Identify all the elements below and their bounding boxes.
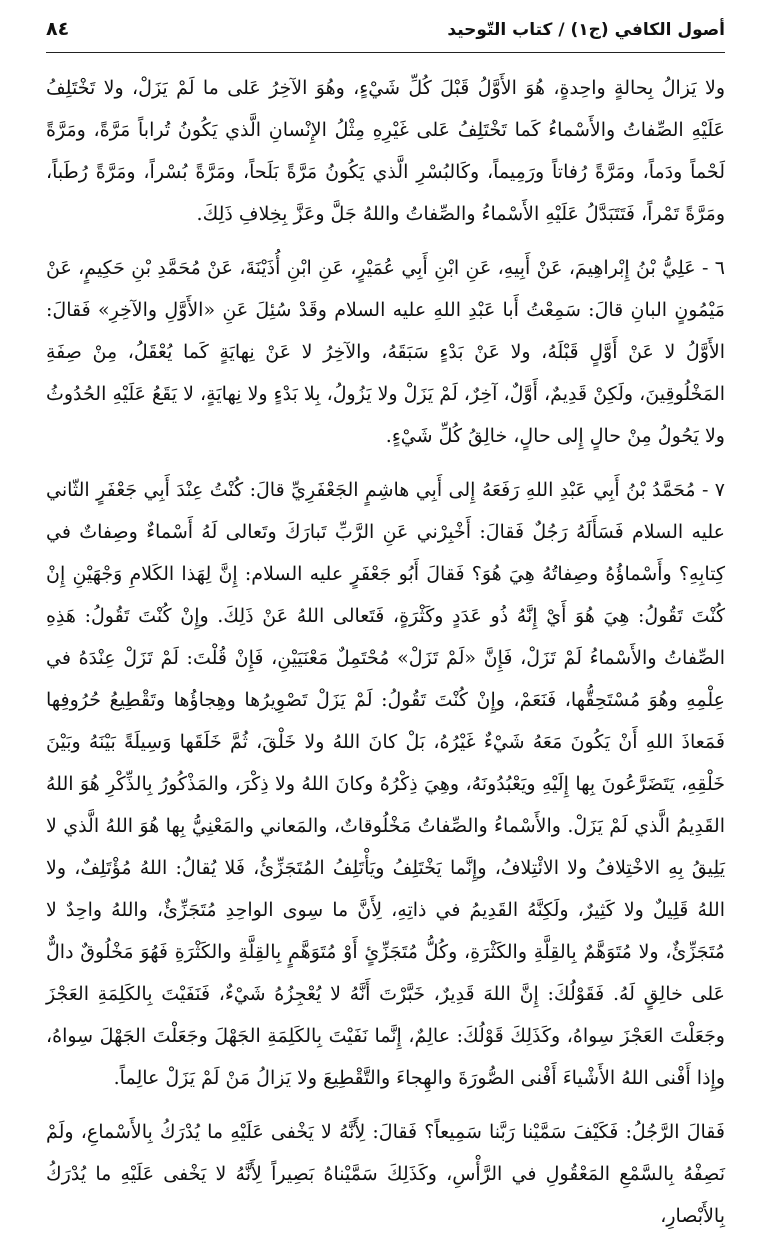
running-title: أصول الكافي (ج١) / كتاب التّوحيد [447,20,725,40]
hadith-7: ٧ - مُحَمَّدُ بْنُ أَبِي عَبْدِ اللهِ رَفَعَهُ إِلى أَبِي هاشِمٍ الجَعْفَرِيِّ قالَ: كُنْتُ عِنْدَ أَبِي جَعْفَرٍ الثّاني عليه السلام فَسَأَلَهُ رَجُلٌ فَقالَ: أَخْبِرْني عَنِ الرَّبِّ تَبارَكَ وتَعالى لَهُ أَسْماءٌ وصِفاتٌ في كِتابِهِ؟ وأَسْماؤُهُ وصِفاتُهُ هِيَ هُوَ؟ فَقالَ أَبُو جَعْفَرٍ عليه السلام: إِنَّ لِهَذا الكَلامِ وَجْهَيْنِ إِنْ كُنْتَ تَقُولُ: هِيَ هُوَ أَيْ إِنَّهُ ذُو عَدَدٍ وكَثْرَةٍ، فَتَعالى اللهُ عَنْ ذَلِكَ. وإِنْ كُنْتَ تَقُولُ: هَذِهِ الصِّفاتُ والأَسْماءُ لَمْ تَزَلْ، فَإِنَّ «لَمْ تَزَلْ» مُحْتَمِلٌ مَعْنَيَيْنِ، فَإِنْ قُلْتَ: لَمْ تَزَلْ عِنْدَهُ في عِلْمِهِ وهُوَ مُسْتَحِقُّها، فَنَعَمْ، وإِنْ كُنْتَ تَقُولُ: لَمْ يَزَلْ تَصْوِيرُها وهِجاؤُها وتَقْطِيعُ حُرُوفِها فَمَعاذَ اللهِ أَنْ يَكُونَ مَعَهُ شَيْءٌ غَيْرُهُ، بَلْ كانَ اللهُ ولا خَلْقَ، ثُمَّ خَلَقَها وَسِيلَةً بَيْنَهُ وبَيْنَ خَلْقِهِ، يَتَضَرَّعُونَ بِها إِلَيْهِ ويَعْبُدُونَهُ، وهِيَ ذِكْرُهُ وكانَ اللهُ ولا ذِكْرَ، والمَذْكُورُ بِالذِّكْرِ هُوَ اللهُ القَدِيمُ الَّذي لَمْ يَزَلْ. والأَسْماءُ والصِّفاتُ مَخْلُوقاتٌ، والمَعاني والمَعْنِيُّ بِها هُوَ اللهُ الَّذي لا يَلِيقُ بِهِ الاخْتِلافُ ولا الائْتِلافُ، وإِنَّما يَخْتَلِفُ ويَأْتَلِفُ المُتَجَزِّئُ، فَلا يُقالُ: اللهُ مُؤْتَلِفٌ، ولا اللهُ قَلِيلٌ ولا كَثِيرٌ، ولَكِنَّهُ القَدِيمُ في ذاتِهِ، لِأَنَّ ما سِوى الواحِدِ مُتَجَزِّئٌ، واللهُ واحِدٌ لا مُتَجَزِّئٌ، ولا مُتَوَهَّمٌ بِالقِلَّةِ والكَثْرَةِ، وكُلُّ مُتَجَزِّئٍ أَوْ مُتَوَهَّمٍ بِالقِلَّةِ والكَثْرَةِ فَهُوَ مَخْلُوقٌ دالٌّ عَلى خالِقٍ لَهُ. فَقَوْلُكَ: إِنَّ اللهَ قَدِيرٌ، خَبَّرْتَ أَنَّهُ لا يُعْجِزُهُ شَيْءٌ، فَنَفَيْتَ بِالكَلِمَةِ العَجْزَ وجَعَلْتَ العَجْزَ سِواهُ، وكَذَلِكَ قَوْلُكَ: عالِمٌ، إِنَّما نَفَيْتَ بِالكَلِمَةِ الجَهْلَ وجَعَلْتَ الجَهْلَ سِواهُ، وإِذا أَفْنى اللهُ الأَشْياءَ أَفْنى الصُّورَةَ والهِجاءَ والتَّقْطِيعَ ولا يَزالُ مَنْ لَمْ يَزَلْ عالِماً. [46,479,725,1089]
hadith-7-continuation: فَقالَ الرَّجُلُ: فَكَيْفَ سَمَّيْنا رَبَّنا سَمِيعاً؟ فَقالَ: لِأَنَّهُ لا يَخْفى عَلَيْهِ ما يُدْرَكُ بِالأَسْماعِ، ولَمْ نَصِفْهُ بِالسَّمْعِ المَعْقُولِ في الرَّأْسِ، وكَذَلِكَ سَمَّيْناهُ بَصِيراً لِأَنَّهُ لا يَخْفى عَلَيْهِ ما يُدْرَكُ بِالأَبْصارِ، [46,1121,725,1227]
running-header [46,18,725,53]
paragraph-continuation: ولا يَزالُ بِحالةٍ واحِدةٍ، هُوَ الأَوَّلُ قَبْلَ كُلِّ شَيْءٍ، وهُوَ الآخِرُ عَلى ما لَمْ يَزَلْ، ولا تَخْتَلِفُ عَلَيْهِ الصِّفاتُ والأَسْماءُ كَما تَخْتَلِفُ عَلى غَيْرِهِ مِثْلُ الإِنْسانِ الَّذي يَكُونُ تُراباً مَرَّةً، ومَرَّةً لَحْماً ودَماً، ومَرَّةً رُفاتاً ورَمِيماً، وكَالبُسْرِ الَّذي يَكُونُ مَرَّةً بَلَحاً، ومَرَّةً بُسْراً، ومَرَّةً رُطَباً، ومَرَّةً تَمْراً، فَتَتَبَدَّلُ عَلَيْهِ الأَسْماءُ والصِّفاتُ واللهُ جَلَّ وعَزَّ بِخِلافِ ذَلِكَ. [46,77,725,225]
page-number: ٨٤ [46,18,70,40]
page-body [46,67,725,1237]
hadith-6: ٦ - عَلِيُّ بْنُ إِبْراهِيمَ، عَنْ أَبِيهِ، عَنِ ابْنِ أَبِي عُمَيْرٍ، عَنِ ابْنِ أُذَيْنَةَ، عَنْ مُحَمَّدِ بْنِ حَكِيمٍ، عَنْ مَيْمُونٍ البانِ قالَ: سَمِعْتُ أَبا عَبْدِ اللهِ عليه السلام وقَدْ سُئِلَ عَنِ «الأَوَّلِ والآخِرِ» فَقالَ: الأَوَّلُ لا عَنْ أَوَّلٍ قَبْلَهُ، ولا عَنْ بَدْءٍ سَبَقَهُ، والآخِرُ لا عَنْ نِهايَةٍ كَما يُعْقَلُ، مِنْ صِفَةِ المَخْلُوقِينَ، ولَكِنْ قَدِيمٌ، أَوَّلٌ، آخِرٌ، لَمْ يَزَلْ ولا يَزُولُ، بِلا بَدْءٍ ولا نِهايَةٍ، لا يَقَعُ عَلَيْهِ الحُدُوثُ ولا يَحُولُ مِنْ حالٍ إِلى حالٍ، خالِقُ كُلِّ شَيْءٍ. [46,257,725,447]
